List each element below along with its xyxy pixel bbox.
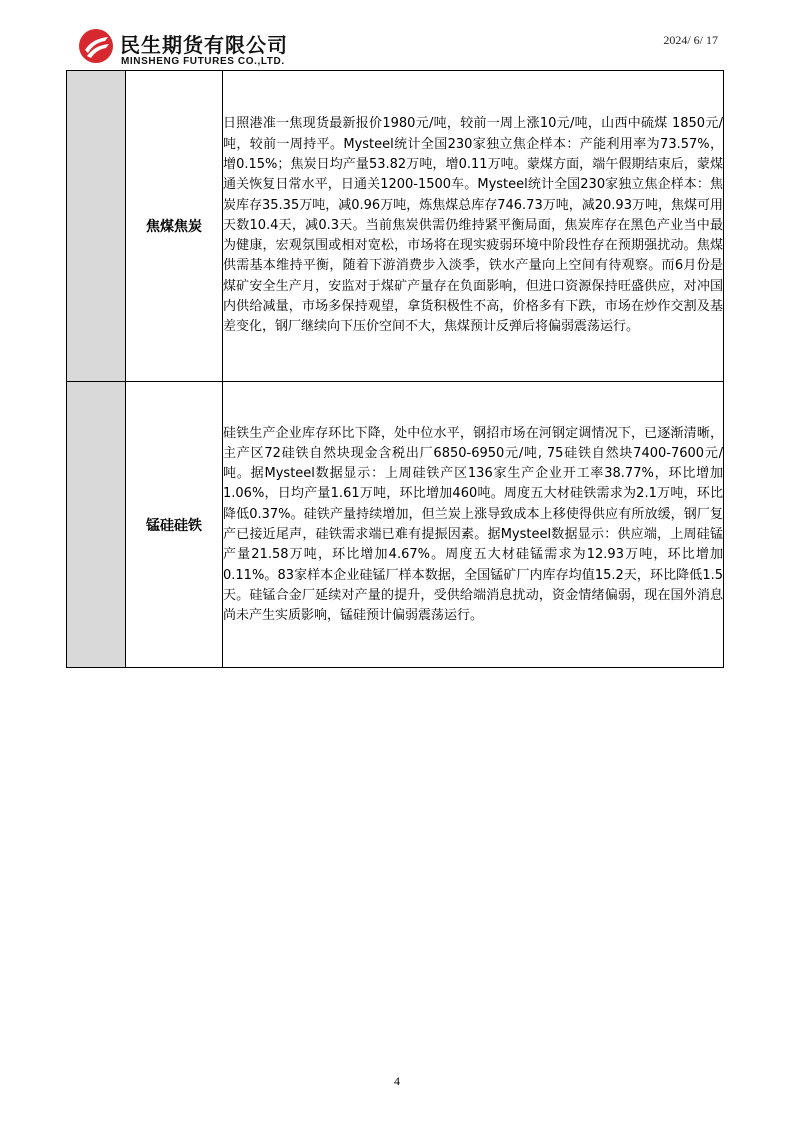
page-header xyxy=(78,26,718,72)
company-name-en: MINSHENG FUTURES CO.,LTD. xyxy=(121,56,285,67)
company-name-cn: 民生期货有限公司 xyxy=(120,33,288,57)
category-cell xyxy=(67,382,126,668)
page-number: 4 xyxy=(394,1074,400,1088)
row-text-coking-coal: 日照港准一焦现货最新报价1980元/吨，较前一周上涨10元/吨，山西中硫煤 1850元/吨，较前一周持平。Mysteel统计全国230家独立焦企样本：产能利用率为73.57%，增0.15%；焦炭日均产量53.82万吨，增0.11万吨。蒙煤方面，端午假期结束后，蒙煤通关恢复日常水平，日通关1200-1500车。Mysteel统计全国230家独立焦企样本：焦炭库存35.35万吨，减0.96万吨，炼焦煤总库存746.73万吨，减20.93万吨，焦煤可用天数10.4天，减0.3天。当前焦炭供需仍维持紧平衡局面，焦炭库存在黑色产业当中最为健康，宏观氛围或相对宽松，市场将在现实疲弱环境中阶段性存在预期强扰动。焦煤供需基本维持平衡，随着下游消费步入淡季，铁水产量向上空间有待观察。而6月份是煤矿安全生产月，安监对于煤矿产量存在负面影响，但进口资源保持旺盛供应，对冲国内供给减量，市场多保持观望，拿货积极性不高，价格多有下跌，市场在炒作交割及基差变化，钢厂继续向下压价空间不大，焦煤预计反弹后将偏弱震荡运行。 xyxy=(223,71,724,382)
row-label-ferroalloy: 锰硅硅铁 xyxy=(126,382,223,668)
commodity-analysis-table xyxy=(66,70,724,668)
row-text-ferroalloy: 硅铁生产企业库存环比下降，处中位水平，钢招市场在河钢定调情况下，已逐渐清晰，主产区72硅铁自然块现金含税出厂6850-6950元/吨, 75硅铁自然块7400-7600元/吨。据Mysteel数据显示：上周硅铁产区136家生产企业开工率38.77%，环比增加1.06%，日均产量1.61万吨，环比增加460吨。周度五大材硅铁需求为2.1万吨，环比降低0.37%。硅铁产量持续增加，但兰炭上涨导致成本上移使得供应有所放缓，钢厂复产已接近尾声，硅铁需求端已难有提振因素。据Mysteel数据显示：供应端，上周硅锰产量21.58万吨，环比增加4.67%。周度五大材硅锰需求为12.93万吨，环比增加0.11%。83家样本企业硅锰厂样本数据，全国锰矿厂内库存均值15.2天，环比降低1.5天。硅锰合金厂延续对产量的提升，受供给端消息扰动，资金情绪偏弱，现在国外消息尚未产生实质影响，锰硅预计偏弱震荡运行。 xyxy=(223,382,724,668)
report-date: 2024/ 6/ 17 xyxy=(663,33,718,47)
minsheng-logo-icon xyxy=(78,28,114,64)
category-cell xyxy=(67,71,126,382)
table-row xyxy=(67,71,724,382)
table-row xyxy=(67,382,724,668)
row-label-coking-coal: 焦煤焦炭 xyxy=(126,71,223,382)
